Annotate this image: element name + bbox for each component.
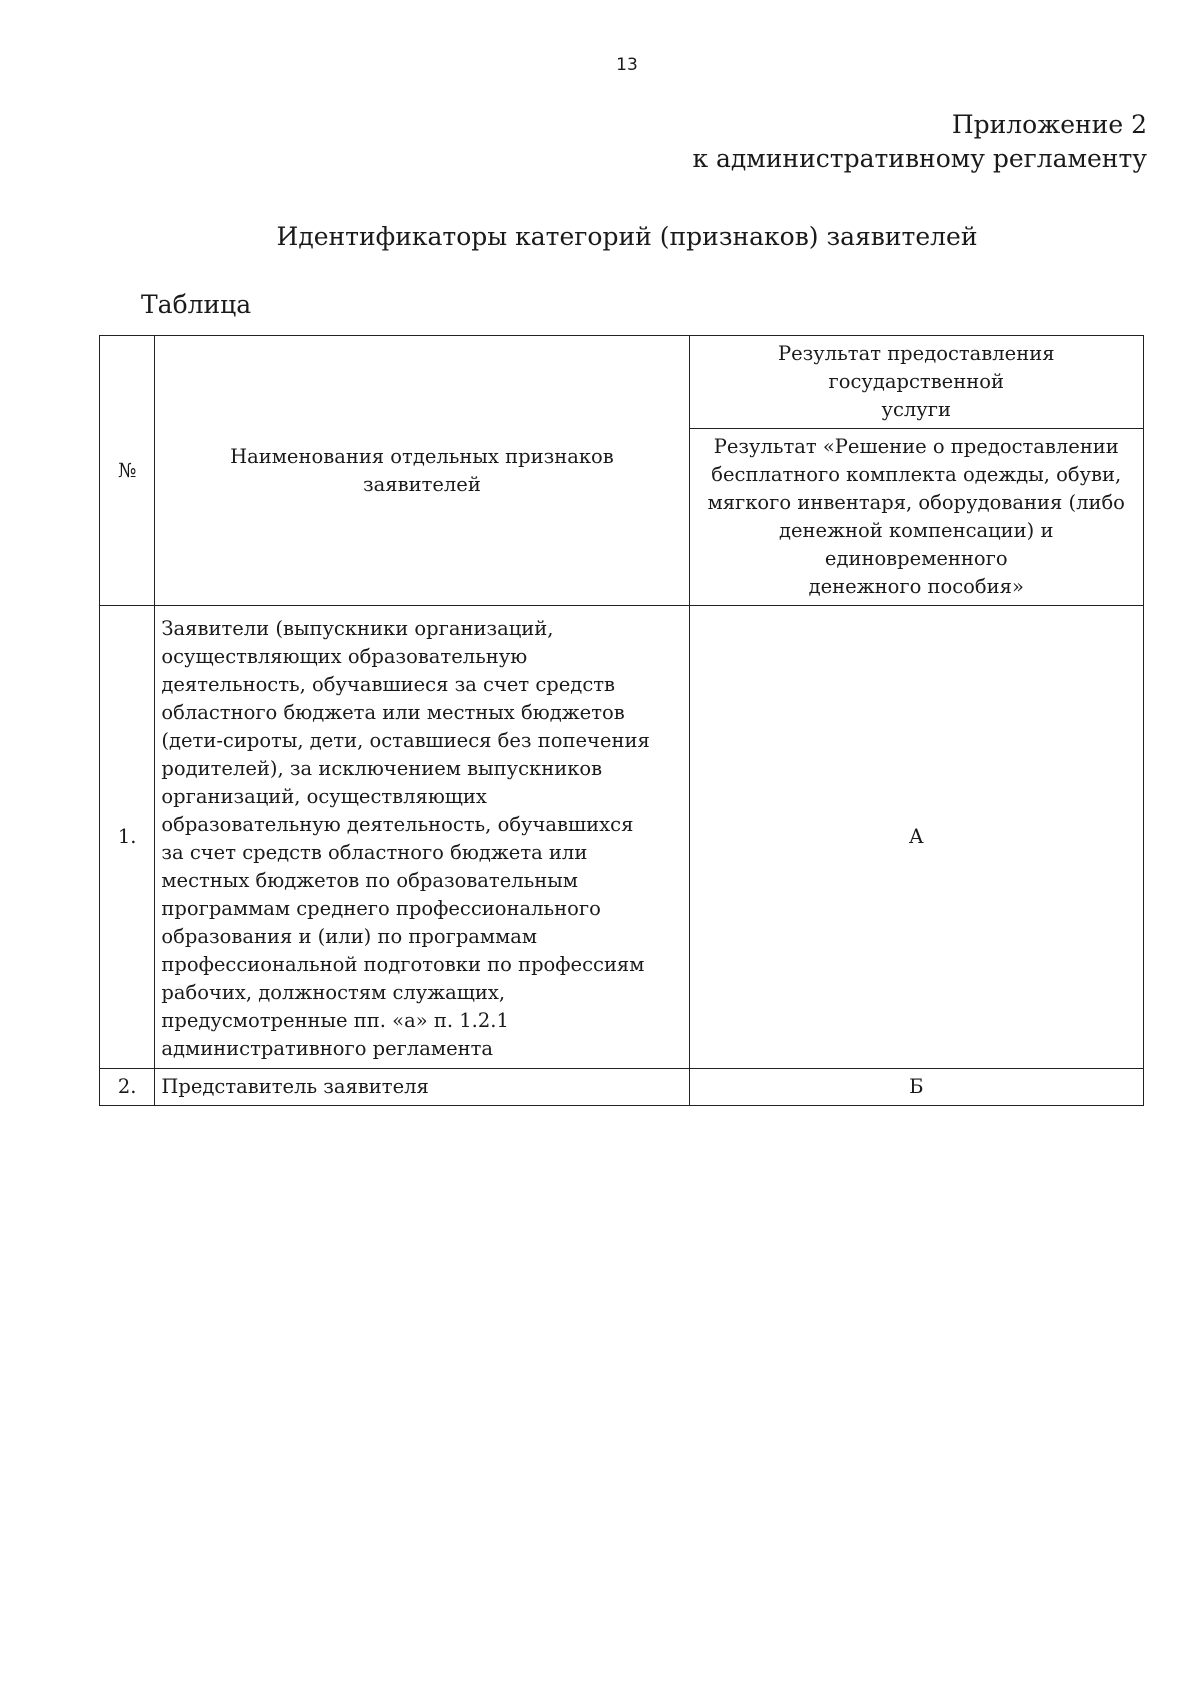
table-header-row [100,336,1144,429]
table-row [100,606,1144,1069]
row-number-value: 1. [117,825,137,848]
header-name-label: Наименования отдельных признаков заявителей [230,444,614,496]
row-number [100,1069,155,1106]
table-row [100,1069,1144,1106]
appendix-line-2: к административному регламенту [692,144,1147,173]
header-number [100,336,155,606]
header-result-sub-label: Результат «Решение о предоставлении бесплатного комплекта одежды, обуви, мягкого инвентаря, оборудования (либо денежной компенсации) и единовременного денежного пособия» [707,435,1125,598]
page-number: 13 [616,55,638,75]
header-result-group-label: Результат предоставления государственной услуги [778,342,1055,421]
row-number-value: 2. [117,1075,137,1098]
row-result-value: Б [909,1075,924,1098]
header-result-group [689,336,1143,429]
header-result-sub [689,429,1143,606]
row-name [155,606,689,1069]
table-label: Таблица [141,290,252,319]
document-title: Идентификаторы категорий (признаков) заявителей [276,222,978,251]
row-result [689,606,1143,1069]
row-name-value: Представитель заявителя [161,1075,429,1098]
row-name-value: Заявители (выпускники организаций, осуществляющих образовательную деятельность, обучавшиеся за счет средств областного бюджета или местных бюджетов (дети-сироты, дети, оставшиеся без попечения родителей), за исключением выпускников организаций, осуществляющих образовательную деятельность, обучавшихся за счет средств областного бюджета или местных бюджетов по образовательным программам среднего профессионального образования и (или) по программам профессиональной подготовки по профессиям рабочих, должностям служащих, предусмотренные пп. «а» п. 1.2.1 административного регламента [161,617,650,1060]
row-number [100,606,155,1069]
appendix-line-1: Приложение 2 [951,110,1147,139]
row-name [155,1069,689,1106]
header-number-label: № [117,458,137,482]
row-result-value: А [908,825,924,848]
row-result [689,1069,1143,1106]
applicant-categories-table [99,335,1144,1106]
appendix-note [692,108,1147,176]
header-name [155,336,689,606]
